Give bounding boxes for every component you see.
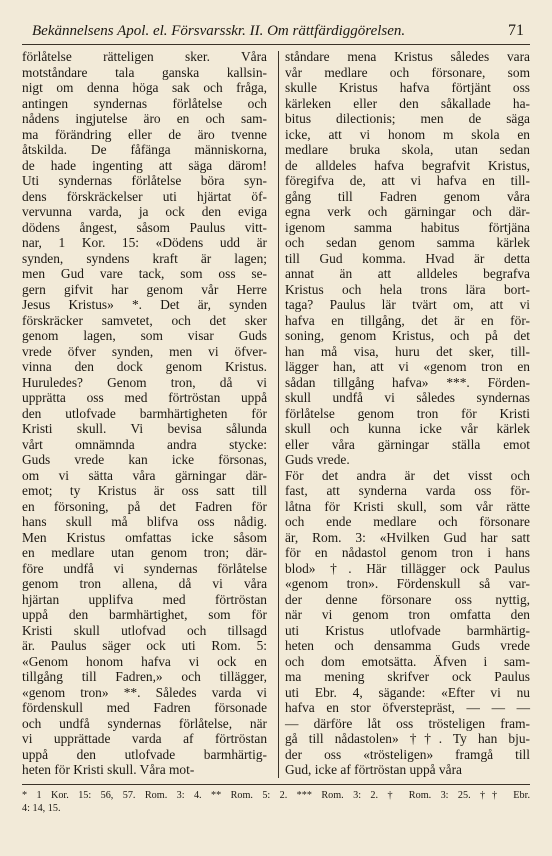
text-line: Guds vrede. (284, 452, 350, 467)
text-line: antingen syndernas förlåtelse och (22, 95, 268, 111)
text-line: heten för Kristi skull. Våra mot- (22, 762, 195, 777)
text-line: om vi sätta våra gärningar där- (22, 467, 268, 483)
text-line: åtskilda. De fåfänga människorna, (22, 142, 268, 157)
text-line: föregifva de, att vi hafva en till- (284, 173, 530, 188)
text-line: bitus dilectionis; men de säga (284, 111, 530, 126)
text-line: Kristi skull utlofvad och tillsagd (22, 622, 268, 638)
right-column (279, 49, 530, 778)
text-line: upprätta oss med förtröstan uppå (22, 390, 268, 405)
text-line: de hade ingenting att säga därom! (22, 157, 268, 173)
text-line: medlare bruka skola, utan sedan (284, 142, 530, 157)
text-line: vinna den dock genom Kristus. (22, 359, 268, 374)
footnote-line: 4: 14, 15. (22, 802, 61, 814)
text-line: en medlare utan genom tron; där- (22, 545, 268, 560)
text-line: den utlofvade barmhärtigheten för (22, 405, 268, 421)
text-line: gång till Fadren genom våra (284, 188, 530, 204)
footnote-line: * 1 Kor. 15: 56, 57. Rom. 3: 4. ** Rom. 5: 2. *** Rom. 3: 2. † Rom. 3: 25. †† Ebr. (22, 789, 530, 801)
header-rule (22, 44, 530, 45)
text-line: egna verk och gärningar och där- (284, 204, 530, 219)
text-line: vrede öfver synden, men vi öfver- (22, 343, 268, 359)
text-line: förlåtelse genom tron för Kristi (284, 405, 530, 421)
text-line: skull undfå vi således syndernas (284, 390, 530, 405)
text-line: ståndare mena Kristus således vara (284, 49, 530, 64)
text-line: der oss «trösteligen» framgå till (284, 746, 530, 762)
text-line: ma mening skrifver ock Paulus (284, 669, 530, 684)
text-line: nådens ingjutelse äro en och sam- (22, 111, 268, 126)
text-line: uti Kristus utlofvade barmhärtig- (284, 622, 530, 638)
text-line: låtna för Kristi skull, som vår rätte (284, 498, 530, 514)
text-line: Guds vrede kan icke försonas, (22, 452, 268, 467)
text-line: blod» †. Här tillägger ock Paulus (284, 560, 530, 576)
text-line: vervunna varda, ja ock den eviga (22, 204, 268, 219)
text-line: ma förändring eller de äro tvenne (22, 126, 268, 142)
text-line: vi upprättade varda af förtröstan (22, 731, 268, 746)
text-line: de alldeles hafva begrafvit Kristus, (284, 157, 530, 173)
text-line: hans skull må blifva oss nådig. (22, 514, 268, 529)
text-line: genom tron allena, då vi våra (22, 576, 268, 591)
text-line: tillgång till Fadren,» och tillägger, (22, 669, 268, 684)
text-line: till Gud komma. Hvad är detta (284, 250, 530, 266)
text-line: uppå den utlofvade barmhärtig- (22, 746, 268, 762)
text-line: taga? Paulus lär tvärt om, att vi (284, 297, 530, 312)
text-line: synden, syndens kraft är lagen; (22, 250, 268, 266)
text-line: «genom tron». Fördenskull så var- (284, 576, 530, 591)
text-line: fördenskull med Fadren försonade (22, 700, 268, 715)
text-line: dens förskräckelser uti hjärtat öf- (22, 188, 268, 204)
text-line: Huruledes? Genom tron, då vi (22, 374, 268, 390)
text-line: Jesus Kristus» *. Det är, synden (22, 297, 268, 312)
text-line: uti Ebr. 4, sägande: «Efter vi nu (284, 684, 530, 700)
text-line: der denne försonare oss nyttig, (284, 591, 530, 607)
text-line: icke, att vi honom m skola en (284, 126, 530, 142)
text-line: Kristi skull. Vi bevisa sålunda (22, 421, 268, 436)
text-line: — därföre låt oss trösteligen fram- (284, 715, 530, 731)
text-line: annat än att alldeles begrafva (284, 266, 530, 281)
text-line: och dom emotsätta. Äfven i sam- (284, 653, 530, 669)
text-line: när vi genom tron omfatta den (284, 607, 530, 622)
text-line: är. Paulus säger ock uti Rom. 5: (22, 638, 268, 653)
text-line: «genom tron» **. Således varda vi (22, 684, 268, 700)
text-line: genom lagen, som visar Guds (22, 328, 268, 343)
text-line: vår medlare och försonare, som (284, 64, 530, 80)
text-line: och undfå syndernas förlåtelse, när (22, 715, 268, 731)
text-line: nigt om denna höga sak och fråga, (22, 80, 268, 95)
text-line: för en nådastol genom tron i hans (284, 545, 530, 560)
page-number: 71 (508, 22, 524, 39)
text-line: hjärtan upplifva med förtröstan (22, 591, 268, 607)
text-line: eller våra gärningar ställa emot (284, 436, 530, 452)
text-line: gå till nådastolen» ††. Ty han bju- (284, 731, 530, 746)
text-line: skulle Kristus hafva förtjänt oss (284, 80, 530, 95)
text-line: Uti syndernas förlåtelse böra syn- (22, 173, 268, 188)
text-line: soning, genom Kristus, och på det (284, 328, 530, 343)
text-columns (22, 49, 530, 778)
text-line: en försoning, på det Fadren för (22, 498, 268, 514)
text-line: igenom samma habitus förtjäna (284, 219, 530, 235)
text-line: dödens ångest, såsom Paulus vitt- (22, 219, 268, 235)
text-line: Gud, icke af förtröstan uppå våra (284, 762, 462, 777)
text-line: uppå den barmhärtighet, som för (22, 607, 268, 622)
running-header (22, 22, 530, 42)
text-line: heten och densamma Guds vrede (284, 638, 530, 653)
text-line: är, Rom. 3: «Hvilken Gud har satt (284, 529, 530, 545)
text-line: och ende medlare och försonare (284, 514, 530, 529)
text-line: han må visa, huru det sker, till- (284, 343, 530, 359)
text-line: förskräcker samvetet, och det sker (22, 312, 268, 328)
text-line: hafva en tillgång, det är en för- (284, 312, 530, 328)
text-line: skull och kunna icke vår kärlek (284, 421, 530, 436)
text-line: förlåtelse rätteligen sker. Våra (22, 49, 268, 64)
text-line: Kristus och hela trons lära bort- (284, 281, 530, 297)
text-line: gern gifvit har genom vår Herre (22, 281, 268, 297)
footnotes (22, 784, 530, 815)
text-line: nar, 1 Kor. 15: «Dödens udd är (22, 235, 268, 250)
left-column (22, 49, 270, 778)
text-line: lägger han, att vi «genom tron en (284, 359, 530, 374)
text-line: «Genom honom hafva vi ock en (22, 653, 268, 669)
text-line: hafva en stor öfverstepräst, — — — (284, 700, 530, 715)
text-line: fast, att synderna varda oss för- (284, 483, 530, 498)
text-line: före undfå vi syndernas förlåtelse (22, 560, 268, 576)
running-title: Bekännelsens Apol. el. Försvarsskr. II. Om rättfärdiggörelsen. (32, 23, 406, 39)
text-line: och sedan genom samma kärlek (284, 235, 530, 250)
text-line: För det andra är det visst och (284, 467, 530, 483)
text-line: vårt omnämnda andra stycke: (22, 436, 268, 452)
text-line: sådan tillgång hafva» ***. Förden- (284, 374, 530, 390)
text-line: motståndare tala ganska kallsin- (22, 64, 268, 80)
text-line: Men Kristus omfattas icke såsom (22, 529, 268, 545)
text-line: kärleken eller den såkallade ha- (284, 95, 530, 111)
text-line: men Gud vare tack, som oss se- (22, 266, 268, 281)
text-line: emot; ty Kristus är oss satt till (22, 483, 268, 498)
